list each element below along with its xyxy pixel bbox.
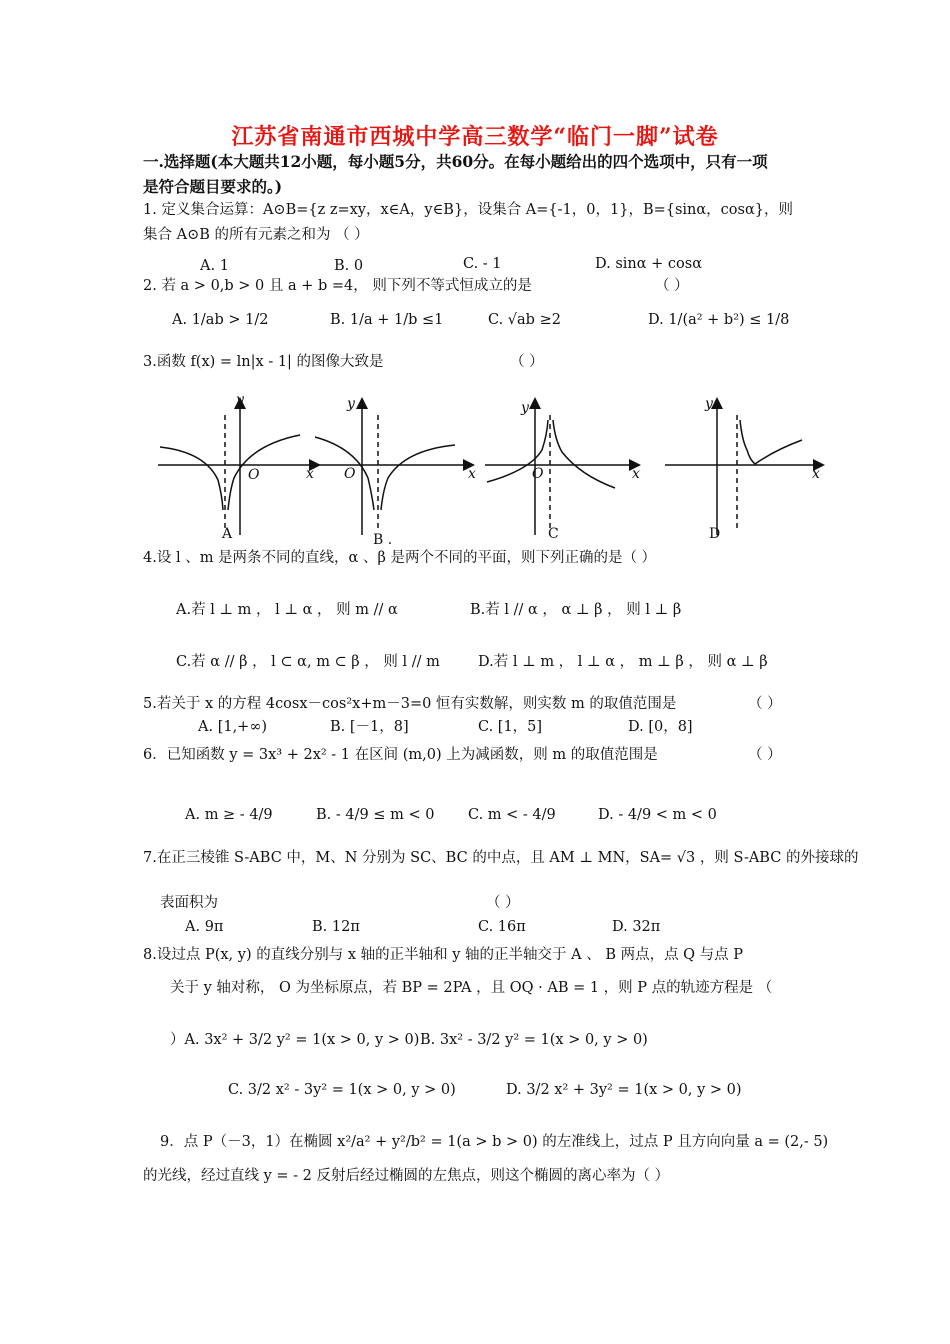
graph-b-x-label: x bbox=[468, 466, 476, 482]
q5-option-c: C. [1，5] bbox=[478, 719, 543, 735]
q1-option-b: B. 0 bbox=[334, 258, 364, 274]
q8-stem-line2: 关于 y 轴对称， O 为坐标原点，若 BP = 2PA ，且 OQ · AB = 1 ，则 P 点的轨迹方程是 （ bbox=[170, 980, 773, 996]
q3-graphs bbox=[150, 390, 830, 550]
graph-b-y-label: y bbox=[347, 396, 355, 412]
graph-d-label: D bbox=[709, 526, 721, 542]
graph-c bbox=[485, 400, 638, 535]
graph-d-x-label: x bbox=[812, 466, 820, 482]
q6-option-b: B. - 4/9 ≤ m < 0 bbox=[316, 807, 435, 823]
q2-option-d: D. 1/(a² + b²) ≤ 1/8 bbox=[648, 312, 790, 328]
q2-option-b: B. 1/a + 1/b ≤1 bbox=[330, 312, 444, 328]
q8-option-a: ）A. 3x² + 3/2 y² = 1(x > 0, y > 0) bbox=[170, 1032, 420, 1048]
q7-stem-line1: 7.在正三棱锥 S-ABC 中，M、N 分别为 SC、BC 的中点，且 AM ⊥ MN，SA= √3 ，则 S-ABC 的外接球的 bbox=[143, 850, 859, 866]
q1-option-c: C. - 1 bbox=[463, 256, 502, 272]
q8-stem-line1: 8.设过点 P(x, y) 的直线分别与 x 轴的正半轴和 y 轴的正半轴交于 A 、 B 两点，点 Q 与点 P bbox=[143, 947, 744, 963]
q5-option-b: B. [－1，8] bbox=[330, 719, 409, 735]
q4-option-d: D.若 l ⊥ m ， l ⊥ α ， m ⊥ β ， 则 α ⊥ β bbox=[478, 654, 768, 670]
q7-option-b: B. 12π bbox=[312, 919, 360, 935]
q6-paren: （ ） bbox=[748, 747, 782, 763]
q1-option-a: A. 1 bbox=[200, 258, 229, 274]
q1-stem-line1: 1. 定义集合运算：A⊙B={z z=xy，x∈A，y∈B}，设集合 A={-1，0，1}，B={sinα，cosα}，则 bbox=[143, 202, 793, 218]
q6-option-d: D. - 4/9 < m < 0 bbox=[598, 807, 717, 823]
q5-stem: 5.若关于 x 的方程 4cosx－cos²x+m－3=0 恒有实数解，则实数 m 的取值范围是 bbox=[143, 696, 677, 712]
section-heading-line2: 是符合题目要求的。) bbox=[143, 177, 283, 196]
q4-option-b: B.若 l // α ， α ⊥ β ， 则 l ⊥ β bbox=[470, 602, 682, 618]
graph-a-y-label: y bbox=[236, 392, 244, 408]
graph-a-origin: O bbox=[248, 467, 260, 483]
graph-c-y-label: y bbox=[521, 400, 529, 416]
graph-c-label: C bbox=[548, 526, 559, 542]
q2-option-a: A. 1/ab > 1/2 bbox=[172, 312, 269, 328]
q8-option-d: D. 3/2 x² + 3y² = 1(x > 0, y > 0) bbox=[506, 1082, 742, 1098]
q1-stem-line2: 集合 A⊙B 的所有元素之和为 （ ） bbox=[143, 227, 369, 243]
graph-a-label: A bbox=[222, 526, 233, 542]
q2-stem: 2. 若 a > 0,b > 0 且 a + b =4， 则下列不等式恒成立的是 bbox=[143, 278, 532, 294]
q3-paren: （ ） bbox=[510, 354, 544, 370]
q1-option-d: D. sinα + cosα bbox=[595, 256, 702, 272]
q7-paren: （ ） bbox=[486, 895, 520, 911]
q3-stem: 3.函数 f(x) = ln|x - 1| 的图像大致是 bbox=[143, 354, 384, 370]
q7-option-a: A. 9π bbox=[185, 919, 224, 935]
q7-stem-line2: 表面积为 bbox=[160, 895, 218, 911]
q8-option-c: C. 3/2 x² - 3y² = 1(x > 0, y > 0) bbox=[228, 1082, 456, 1098]
q4-stem: 4.设 l 、m 是两条不同的直线，α 、β 是两个不同的平面，则下列正确的是（ ） bbox=[143, 550, 657, 566]
q8-option-b: B. 3x² - 3/2 y² = 1(x > 0, y > 0) bbox=[420, 1032, 648, 1048]
q3-graphs-svg bbox=[150, 390, 830, 550]
q9-stem-line1: 9．点 P（－3，1）在椭圆 x²/a² + y²/b² = 1(a > b > 0) 的左准线上，过点 P 且方向向量 a = (2,- 5) bbox=[160, 1134, 829, 1150]
graph-d bbox=[665, 400, 822, 535]
q5-paren: （ ） bbox=[748, 696, 782, 712]
q2-option-c: C. √ab ≥2 bbox=[488, 312, 561, 328]
q4-option-a: A.若 l ⊥ m ， l ⊥ α ， 则 m // α bbox=[176, 602, 398, 618]
graph-b-label: B . bbox=[373, 532, 393, 548]
graph-a bbox=[158, 400, 318, 535]
graph-b bbox=[312, 400, 472, 535]
q5-option-d: D. [0，8] bbox=[628, 719, 693, 735]
q4-option-c: C.若 α // β ， l ⊂ α, m ⊂ β ， 则 l // m bbox=[176, 654, 440, 670]
q5-option-a: A. [1,+∞) bbox=[198, 719, 268, 735]
q6-option-c: C. m < - 4/9 bbox=[468, 807, 556, 823]
graph-b-origin: O bbox=[344, 466, 356, 482]
q6-stem: 6．已知函数 y = 3x³ + 2x² - 1 在区间 (m,0) 上为减函数，则 m 的取值范围是 bbox=[143, 747, 658, 763]
q9-stem-line2: 的光线，经过直线 y = - 2 反射后经过椭圆的左焦点，则这个椭圆的离心率为（ ） bbox=[143, 1168, 670, 1184]
graph-c-origin: O bbox=[532, 466, 544, 482]
graph-c-x-label: x bbox=[632, 466, 640, 482]
q7-option-c: C. 16π bbox=[478, 919, 526, 935]
graph-a-x-label: x bbox=[306, 466, 314, 482]
q2-paren: （ ） bbox=[655, 278, 689, 294]
exam-title: 江苏省南通市西城中学高三数学“临门一脚”试卷 bbox=[231, 124, 719, 150]
graph-d-y-label: y bbox=[705, 396, 713, 412]
q7-option-d: D. 32π bbox=[612, 919, 661, 935]
q6-option-a: A. m ≥ - 4/9 bbox=[185, 807, 273, 823]
section-heading-line1: 一.选择题(本大题共12小题，每小题5分，共60分。在每小题给出的四个选项中，只有一项 bbox=[143, 152, 768, 171]
